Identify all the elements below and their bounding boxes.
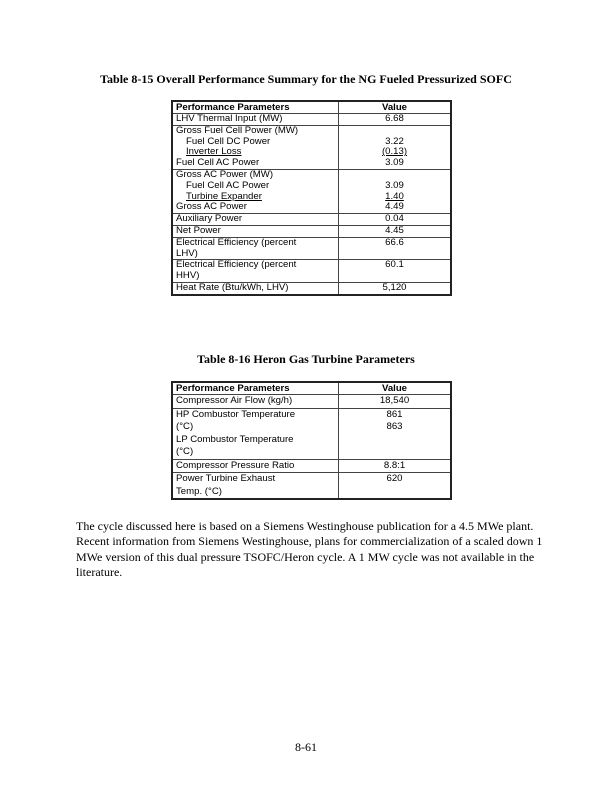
- parameter-label: Auxiliary Power: [176, 213, 243, 225]
- parameter-label: Electrical Efficiency (percent: [176, 259, 297, 271]
- value-cell: [339, 214, 452, 226]
- parameter-value: 0.04: [385, 213, 404, 225]
- parameter-label: Heat Rate (Btu/kWh, LHV): [176, 281, 289, 293]
- value-cell: [339, 459, 452, 473]
- parameter-label: Temp. (°C): [176, 485, 222, 497]
- table-row: [172, 282, 451, 294]
- value-cell: [339, 237, 452, 260]
- parameter-value: 60.1: [385, 259, 404, 271]
- table-row: [172, 225, 451, 237]
- parameter-label: LP Combustor Temperature: [176, 433, 294, 445]
- parameter-value: 4.49: [385, 201, 404, 213]
- parameter-label: HP Combustor Temperature: [176, 408, 296, 420]
- value-cell: [339, 282, 452, 294]
- parameter-label: Net Power: [176, 224, 221, 236]
- parameter-label: Power Turbine Exhaust: [176, 473, 276, 484]
- parameter-value: 620: [386, 473, 403, 484]
- value-cell: [339, 395, 452, 409]
- value-cell: [339, 225, 452, 237]
- parameter-label: LHV): [176, 247, 198, 259]
- table-8-15-title: Table 8-15 Overall Performance Summary for the NG Fueled Pressurized SOFC: [100, 72, 512, 86]
- table-row: [172, 169, 451, 213]
- parameter-value: 3.22: [385, 135, 404, 147]
- parameter-label: Compressor Air Flow (kg/h): [176, 395, 293, 406]
- parameter-cell: [172, 459, 339, 473]
- table-row: [172, 237, 451, 260]
- value-cell: [339, 114, 452, 126]
- parameter-label: Fuel Cell AC Power: [186, 179, 270, 191]
- heron-turbine-table: [171, 381, 452, 500]
- table-row: [172, 214, 451, 226]
- parameter-label: Gross AC Power: [176, 201, 247, 213]
- parameter-cell: [172, 260, 339, 283]
- table-row: [172, 125, 451, 169]
- column-header-value: Value: [339, 382, 452, 395]
- page-number: 8-61: [295, 740, 317, 754]
- parameter-cell: [172, 225, 339, 237]
- value-cell: [339, 408, 452, 459]
- parameter-value: (0.13): [381, 146, 408, 158]
- parameter-label: Gross AC Power (MW): [176, 168, 274, 180]
- parameter-cell: [172, 282, 339, 294]
- parameter-value: 3.09: [385, 157, 404, 169]
- parameter-value: 861: [386, 408, 403, 420]
- parameter-cell: [172, 169, 339, 213]
- parameter-label: Inverter Loss: [186, 146, 242, 158]
- parameter-value: 863: [386, 421, 403, 432]
- performance-summary-table: [171, 100, 452, 296]
- table-row: [172, 395, 451, 409]
- parameter-cell: [172, 408, 339, 459]
- parameter-value: 6.68: [385, 113, 404, 124]
- parameter-label: (°C): [176, 421, 194, 432]
- column-header-parameter: Performance Parameters: [172, 382, 339, 395]
- column-header-parameter: Performance Parameters: [172, 101, 339, 114]
- parameter-value: 8.8:1: [383, 459, 406, 471]
- table-row: [172, 459, 451, 473]
- parameter-label: Turbine Expander: [186, 190, 262, 202]
- value-cell: [339, 125, 452, 169]
- parameter-value: 18,540: [379, 395, 410, 406]
- table-row: [172, 473, 451, 500]
- parameter-label: Compressor Pressure Ratio: [176, 459, 295, 471]
- parameter-cell: [172, 473, 339, 500]
- parameter-cell: [172, 114, 339, 126]
- parameter-value: 5,120: [382, 281, 407, 293]
- table-row: [172, 260, 451, 283]
- parameter-label: (°C): [176, 446, 194, 457]
- table-row: [172, 114, 451, 126]
- parameter-value: 3.09: [385, 179, 404, 191]
- parameter-cell: [172, 395, 339, 409]
- table-row: [172, 408, 451, 459]
- parameter-value: 4.45: [385, 224, 404, 236]
- parameter-label: Fuel Cell AC Power: [176, 157, 260, 169]
- parameter-label: Gross Fuel Cell Power (MW): [176, 124, 299, 136]
- parameter-cell: [172, 237, 339, 260]
- body-paragraph: The cycle discussed here is based on a Siemens Westinghouse publication for a 4.5 MWe plant. Recent information from Siemens Westinghouse, plans for commercialization of a scaled down 1 MWe version of this dual pressure TSOFC/Heron cycle. A 1 MW cycle was not available in the literature.: [76, 519, 543, 580]
- column-header-value: Value: [339, 101, 452, 114]
- parameter-value: 1.40: [385, 190, 404, 202]
- parameter-cell: [172, 125, 339, 169]
- value-cell: [339, 260, 452, 283]
- parameter-label: LHV Thermal Input (MW): [176, 113, 283, 124]
- value-cell: [339, 473, 452, 500]
- parameter-label: HHV): [176, 270, 200, 282]
- parameter-cell: [172, 214, 339, 226]
- parameter-label: Fuel Cell DC Power: [186, 135, 271, 147]
- parameter-label: Electrical Efficiency (percent: [176, 236, 297, 248]
- table-8-16-title: Table 8-16 Heron Gas Turbine Parameters: [197, 352, 415, 366]
- value-cell: [339, 169, 452, 213]
- parameter-value: 66.6: [385, 236, 404, 248]
